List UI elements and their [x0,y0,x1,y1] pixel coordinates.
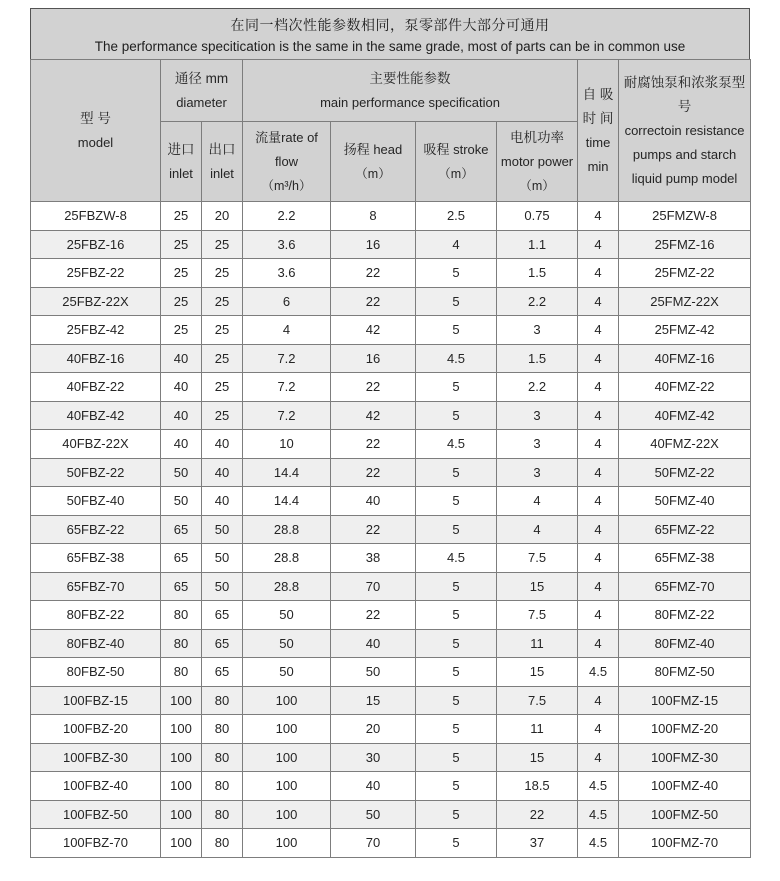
table-row [31,772,751,801]
head-cell: 40 [331,629,416,658]
flow-cell: 100 [243,772,331,801]
outlet-cell: 25 [202,344,243,373]
head-cell: 8 [331,202,416,231]
table-row [31,601,751,630]
col-header-model-en: model [77,134,114,150]
outlet-cell: 40 [202,458,243,487]
col-group-main-en: main performance specification [320,94,500,110]
model-cell: 25FBZW-8 [31,202,161,231]
flow-cell: 6 [243,287,331,316]
col-header-model-zh: 型 号 [80,110,111,126]
col-header-model [31,60,161,202]
table-row [31,743,751,772]
power-cell: 15 [497,572,578,601]
fmz-header-line: correctoin resistance [624,122,745,138]
fmz-header-line: pumps and starch [632,146,737,162]
stroke-cell: 5 [416,686,497,715]
model-cell: 100FBZ-30 [31,743,161,772]
fmz-model-cell: 100FMZ-50 [619,800,751,829]
head-cell: 22 [331,515,416,544]
time-cell: 4 [578,230,619,259]
model-cell: 100FBZ-40 [31,772,161,801]
time-cell: 4 [578,401,619,430]
time-cell: 4 [578,202,619,231]
outlet-cell: 80 [202,715,243,744]
table-row [31,829,751,858]
time-cell: 4 [578,629,619,658]
outlet-zh: 出口 [208,141,236,157]
stroke-label: 吸程 stroke [423,141,489,157]
fmz-model-cell: 50FMZ-40 [619,487,751,516]
stroke-cell: 5 [416,401,497,430]
stroke-cell: 5 [416,743,497,772]
model-cell: 40FBZ-22X [31,430,161,459]
table-row [31,800,751,829]
inlet-zh: 进口 [167,141,195,157]
head-cell: 20 [331,715,416,744]
power-cell: 3 [497,458,578,487]
outlet-cell: 80 [202,800,243,829]
time-cell: 4.5 [578,658,619,687]
fmz-model-cell: 100FMZ-15 [619,686,751,715]
time-cell: 4 [578,715,619,744]
head-cell: 42 [331,401,416,430]
stroke-cell: 5 [416,572,497,601]
head-cell: 22 [331,259,416,288]
model-cell: 50FBZ-40 [31,487,161,516]
power-cell: 1.5 [497,259,578,288]
fmz-model-cell: 25FMZ-22X [619,287,751,316]
head-cell: 16 [331,344,416,373]
power-cell: 2.2 [497,287,578,316]
inlet-cell: 25 [161,259,202,288]
stroke-cell: 5 [416,601,497,630]
time-cell: 4 [578,287,619,316]
table-row [31,458,751,487]
head-label: 扬程 head [343,141,403,157]
power-cell: 3 [497,430,578,459]
inlet-cell: 50 [161,487,202,516]
stroke-cell: 5 [416,487,497,516]
time-cell: 4 [578,373,619,402]
head-cell: 38 [331,544,416,573]
power-unit: （m） [519,178,555,193]
stroke-cell: 2.5 [416,202,497,231]
time-cell: 4.5 [578,800,619,829]
time-cell: 4 [578,572,619,601]
notice-banner [30,8,750,59]
time-cell: 4 [578,686,619,715]
flow-cell: 10 [243,430,331,459]
outlet-cell: 65 [202,629,243,658]
head-unit: （m） [355,166,391,181]
col-group-diameter-en: diameter [176,94,227,110]
spec-table-body [31,202,751,858]
inlet-cell: 65 [161,515,202,544]
time-cell: 4 [578,601,619,630]
inlet-cell: 80 [161,629,202,658]
power-cell: 1.5 [497,344,578,373]
head-cell: 22 [331,373,416,402]
flow-cell: 100 [243,800,331,829]
head-cell: 22 [331,430,416,459]
inlet-cell: 65 [161,572,202,601]
stroke-cell: 5 [416,515,497,544]
col-group-diameter-zh: 通径 mm [174,70,229,86]
outlet-cell: 20 [202,202,243,231]
inlet-en: inlet [169,165,193,181]
stroke-cell: 5 [416,259,497,288]
flow-cell: 28.8 [243,544,331,573]
fmz-header-line: 耐腐蚀泵和浓浆泵型号 [623,74,746,114]
table-row [31,373,751,402]
outlet-cell: 25 [202,316,243,345]
outlet-cell: 40 [202,487,243,516]
fmz-model-cell: 80FMZ-40 [619,629,751,658]
flow-cell: 7.2 [243,344,331,373]
fmz-model-cell: 40FMZ-16 [619,344,751,373]
table-row [31,658,751,687]
inlet-cell: 25 [161,287,202,316]
col-header-motor-power [497,122,578,202]
power-cell: 11 [497,715,578,744]
outlet-cell: 80 [202,686,243,715]
stroke-cell: 5 [416,715,497,744]
model-cell: 25FBZ-22 [31,259,161,288]
selfpriming-line: time [585,134,611,150]
outlet-cell: 25 [202,287,243,316]
selfpriming-line: min [587,158,609,174]
fmz-model-cell: 80FMZ-50 [619,658,751,687]
fmz-model-cell: 100FMZ-30 [619,743,751,772]
model-cell: 65FBZ-38 [31,544,161,573]
power-cell: 18.5 [497,772,578,801]
table-row [31,316,751,345]
flow-cell: 14.4 [243,487,331,516]
flow-cell: 2.2 [243,202,331,231]
fmz-model-cell: 25FMZ-42 [619,316,751,345]
outlet-cell: 80 [202,772,243,801]
flow-cell: 7.2 [243,373,331,402]
head-cell: 50 [331,658,416,687]
table-row [31,230,751,259]
head-cell: 42 [331,316,416,345]
inlet-cell: 40 [161,401,202,430]
selfpriming-line: 时 间 [582,110,614,126]
flow-cell: 4 [243,316,331,345]
power-cell: 15 [497,743,578,772]
stroke-cell: 5 [416,373,497,402]
fmz-model-cell: 40FMZ-22X [619,430,751,459]
fmz-header-line: liquid pump model [631,170,738,186]
inlet-cell: 100 [161,772,202,801]
head-cell: 50 [331,800,416,829]
time-cell: 4 [578,544,619,573]
outlet-cell: 25 [202,401,243,430]
power-zh: 电机功率 [510,129,565,145]
head-cell: 70 [331,572,416,601]
flow-cell: 3.6 [243,230,331,259]
outlet-cell: 50 [202,544,243,573]
model-cell: 65FBZ-70 [31,572,161,601]
col-header-inlet [161,122,202,202]
head-cell: 40 [331,487,416,516]
time-cell: 4 [578,487,619,516]
outlet-cell: 25 [202,373,243,402]
fmz-model-cell: 65FMZ-70 [619,572,751,601]
table-row [31,287,751,316]
power-cell: 3 [497,316,578,345]
col-header-fmz-model [619,60,751,202]
time-cell: 4 [578,344,619,373]
table-row [31,430,751,459]
inlet-cell: 80 [161,658,202,687]
stroke-cell: 5 [416,658,497,687]
head-cell: 22 [331,601,416,630]
inlet-cell: 65 [161,544,202,573]
table-row [31,515,751,544]
outlet-cell: 80 [202,829,243,858]
flow-cell: 50 [243,601,331,630]
inlet-cell: 25 [161,202,202,231]
time-cell: 4 [578,515,619,544]
fmz-model-cell: 25FMZ-22 [619,259,751,288]
col-header-stroke [416,122,497,202]
fmz-model-cell: 40FMZ-22 [619,373,751,402]
stroke-cell: 4 [416,230,497,259]
fmz-model-cell: 100FMZ-70 [619,829,751,858]
table-row [31,715,751,744]
model-cell: 25FBZ-22X [31,287,161,316]
table-row [31,259,751,288]
flow-cell: 100 [243,829,331,858]
time-cell: 4 [578,316,619,345]
outlet-cell: 40 [202,430,243,459]
model-cell: 40FBZ-16 [31,344,161,373]
power-cell: 1.1 [497,230,578,259]
col-group-main-performance [243,60,578,122]
fmz-model-cell: 40FMZ-42 [619,401,751,430]
inlet-cell: 50 [161,458,202,487]
table-row [31,401,751,430]
table-row [31,344,751,373]
flow-cell: 50 [243,658,331,687]
model-cell: 80FBZ-22 [31,601,161,630]
col-group-diameter [161,60,243,122]
inlet-cell: 25 [161,230,202,259]
outlet-cell: 50 [202,572,243,601]
head-cell: 22 [331,287,416,316]
power-cell: 7.5 [497,601,578,630]
power-cell: 15 [497,658,578,687]
flow-label: 流量rate of flow [255,129,318,169]
head-cell: 40 [331,772,416,801]
power-cell: 37 [497,829,578,858]
notice-line-zh: 在同一档次性能参数相同，泵零部件大部分可通用 [230,16,550,33]
power-cell: 4 [497,487,578,516]
model-cell: 100FBZ-70 [31,829,161,858]
flow-cell: 50 [243,629,331,658]
outlet-en: inlet [210,165,234,181]
stroke-cell: 4.5 [416,344,497,373]
fmz-model-cell: 50FMZ-22 [619,458,751,487]
fmz-model-cell: 100FMZ-40 [619,772,751,801]
outlet-cell: 65 [202,658,243,687]
fmz-model-cell: 25FMZ-16 [619,230,751,259]
model-cell: 100FBZ-15 [31,686,161,715]
model-cell: 80FBZ-50 [31,658,161,687]
power-cell: 0.75 [497,202,578,231]
table-row [31,487,751,516]
power-cell: 3 [497,401,578,430]
inlet-cell: 40 [161,344,202,373]
stroke-cell: 4.5 [416,430,497,459]
table-row [31,629,751,658]
model-cell: 80FBZ-40 [31,629,161,658]
inlet-cell: 100 [161,743,202,772]
model-cell: 65FBZ-22 [31,515,161,544]
spec-table [30,59,751,858]
inlet-cell: 80 [161,601,202,630]
power-cell: 11 [497,629,578,658]
table-row [31,202,751,231]
inlet-cell: 100 [161,800,202,829]
head-cell: 15 [331,686,416,715]
model-cell: 25FBZ-42 [31,316,161,345]
stroke-cell: 4.5 [416,544,497,573]
col-header-selfpriming-time [578,60,619,202]
selfpriming-line: 自 吸 [582,86,614,102]
col-header-outlet [202,122,243,202]
model-cell: 40FBZ-22 [31,373,161,402]
head-cell: 70 [331,829,416,858]
fmz-model-cell: 100FMZ-20 [619,715,751,744]
power-cell: 7.5 [497,686,578,715]
head-cell: 16 [331,230,416,259]
col-group-main-zh: 主要性能参数 [369,70,451,86]
time-cell: 4 [578,743,619,772]
flow-cell: 100 [243,743,331,772]
inlet-cell: 100 [161,715,202,744]
outlet-cell: 25 [202,230,243,259]
model-cell: 40FBZ-42 [31,401,161,430]
outlet-cell: 65 [202,601,243,630]
fmz-model-cell: 80FMZ-22 [619,601,751,630]
time-cell: 4.5 [578,772,619,801]
inlet-cell: 40 [161,373,202,402]
stroke-cell: 5 [416,287,497,316]
fmz-model-cell: 25FMZW-8 [619,202,751,231]
model-cell: 100FBZ-20 [31,715,161,744]
flow-cell: 100 [243,686,331,715]
outlet-cell: 25 [202,259,243,288]
power-cell: 2.2 [497,373,578,402]
notice-line-en: The performance specitication is the same in the same grade, most of parts can be in common use [94,38,686,54]
head-cell: 30 [331,743,416,772]
table-row [31,572,751,601]
spec-table-header [31,60,751,202]
outlet-cell: 50 [202,515,243,544]
stroke-cell: 5 [416,316,497,345]
head-cell: 22 [331,458,416,487]
time-cell: 4 [578,259,619,288]
stroke-cell: 5 [416,800,497,829]
col-header-head [331,122,416,202]
flow-cell: 100 [243,715,331,744]
flow-cell: 28.8 [243,515,331,544]
model-cell: 50FBZ-22 [31,458,161,487]
flow-cell: 3.6 [243,259,331,288]
time-cell: 4 [578,430,619,459]
power-cell: 22 [497,800,578,829]
power-en: motor power [500,153,574,169]
inlet-cell: 40 [161,430,202,459]
fmz-model-cell: 65FMZ-38 [619,544,751,573]
flow-cell: 14.4 [243,458,331,487]
col-header-flow [243,122,331,202]
flow-cell: 28.8 [243,572,331,601]
inlet-cell: 100 [161,829,202,858]
inlet-cell: 25 [161,316,202,345]
fmz-model-cell: 65FMZ-22 [619,515,751,544]
flow-unit: （m³/h） [261,178,312,193]
stroke-unit: （m） [438,166,474,181]
stroke-cell: 5 [416,772,497,801]
model-cell: 25FBZ-16 [31,230,161,259]
outlet-cell: 80 [202,743,243,772]
stroke-cell: 5 [416,458,497,487]
inlet-cell: 100 [161,686,202,715]
time-cell: 4 [578,458,619,487]
power-cell: 7.5 [497,544,578,573]
stroke-cell: 5 [416,829,497,858]
stroke-cell: 5 [416,629,497,658]
flow-cell: 7.2 [243,401,331,430]
model-cell: 100FBZ-50 [31,800,161,829]
power-cell: 4 [497,515,578,544]
table-row [31,686,751,715]
time-cell: 4.5 [578,829,619,858]
table-row [31,544,751,573]
